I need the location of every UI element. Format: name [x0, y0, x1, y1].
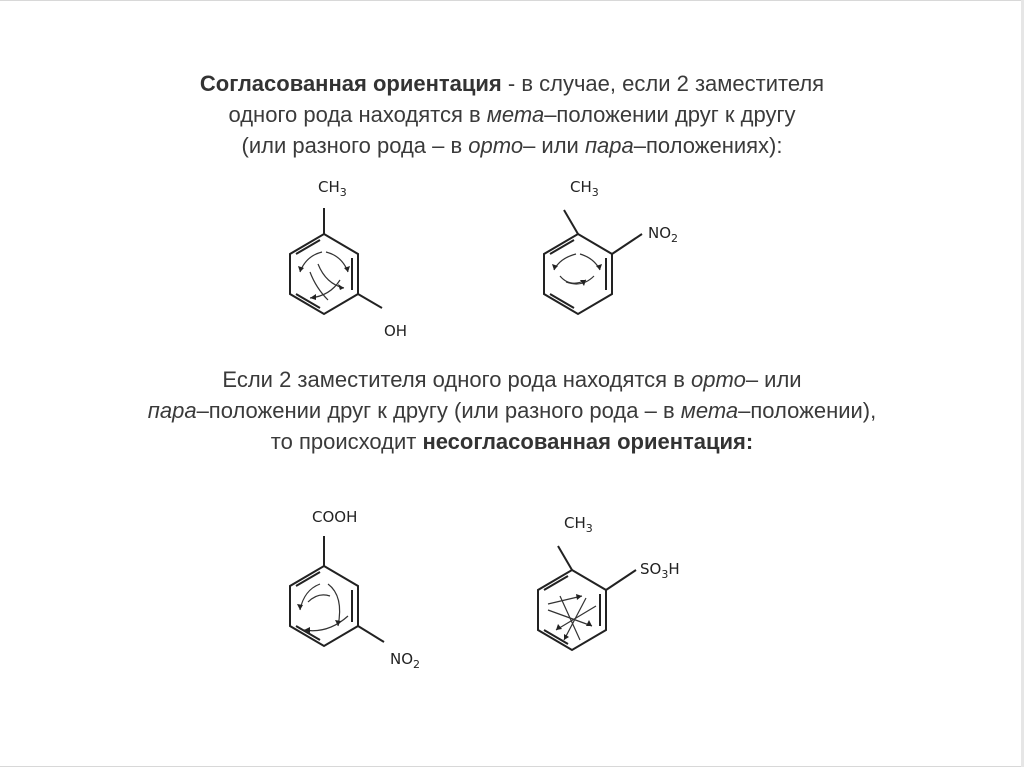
- concerted-orientation-definition: [0, 68, 1024, 161]
- nonconcerted-orientation-definition: [0, 364, 1024, 457]
- definition-line-3: (или разного рода – в орто– или пара–положениях):: [241, 133, 783, 158]
- methyl-label: $CH_3$: [564, 514, 593, 535]
- methyl-bond: [564, 210, 578, 234]
- nitro-label: $NO_2$: [390, 650, 421, 671]
- orientation-arrows: [548, 596, 596, 640]
- hydroxyl-label: OH: [384, 322, 408, 340]
- structure-o-nitrotoluene: [530, 168, 730, 348]
- nitro-label: $NO_2$: [648, 224, 679, 245]
- carboxyl-label: COOH: [312, 508, 358, 526]
- nitro-bond: [612, 234, 642, 254]
- sulfo-bond: [606, 570, 636, 590]
- definition-line-4: Если 2 заместителя одного рода находятся в орто– или: [222, 367, 802, 392]
- benzene-ring: [544, 210, 642, 314]
- orientation-arrows: [300, 584, 348, 631]
- definition-line-1: Согласованная ориентация - в случае, если 2 заместителя: [199, 71, 825, 96]
- orientation-arrows: [300, 252, 348, 300]
- definition-line-5: пара–положении друг к другу (или разного рода – в мета–положении),: [147, 398, 877, 423]
- sulfo-label: $SO_3H$: [640, 560, 680, 581]
- methyl-label: $CH_3$: [318, 178, 347, 199]
- benzene-ring: [538, 546, 636, 650]
- arrow-heads: [297, 604, 341, 633]
- structure-m-nitrobenzoic-acid: [268, 500, 468, 680]
- term-nonconcerted-orientation: несогласованная ориентация:: [422, 429, 754, 454]
- slide-border-top: [0, 0, 1024, 1]
- structure-m-cresol: [270, 168, 470, 348]
- definition-line-2: одного рода находятся в мета–положении друг к другу: [228, 102, 796, 127]
- definition-line-6: то происходит несогласованная ориентация:: [270, 429, 754, 454]
- methyl-bond: [558, 546, 572, 570]
- nitro-bond: [358, 626, 384, 642]
- orientation-arrows: [554, 254, 600, 284]
- term-concerted-orientation: Согласованная ориентация: [199, 71, 502, 96]
- methyl-label: $CH_3$: [570, 178, 599, 199]
- benzene-ring: [290, 208, 382, 314]
- hydroxyl-bond: [358, 294, 382, 308]
- structure-o-toluenesulfonic-acid: [520, 500, 740, 680]
